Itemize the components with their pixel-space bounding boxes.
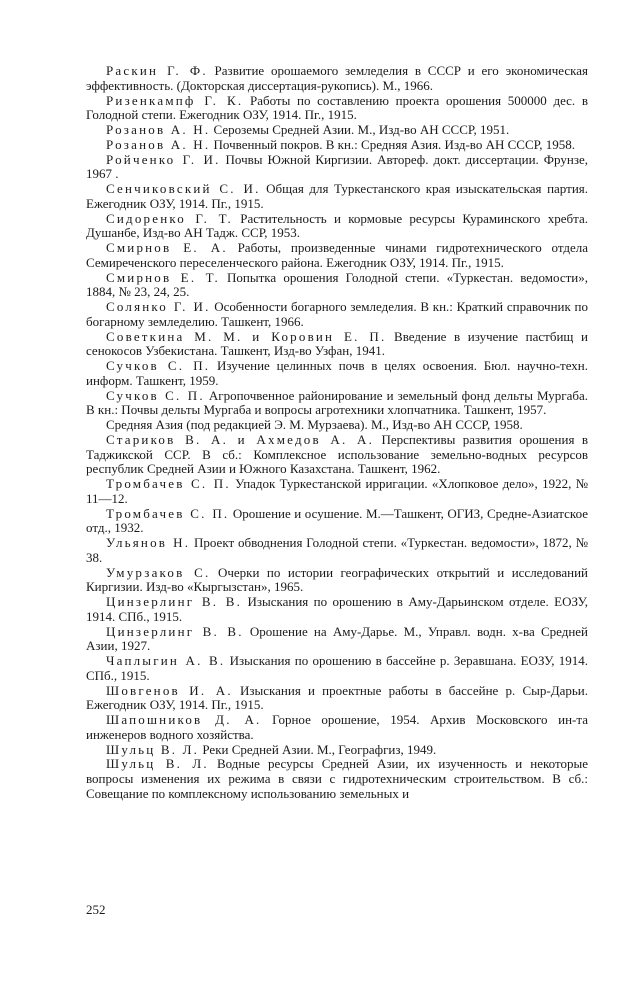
entry-author: Смирнов Е. А.	[106, 240, 228, 255]
bibliography-entry	[86, 241, 588, 271]
page-number: 252	[86, 902, 106, 917]
bibliography-entry	[86, 271, 588, 301]
bibliography-entry	[86, 138, 588, 153]
entry-text: Работы, произведенные чинами гидротехнического отдела Семиреченского переселенческого района. Ежегодник ОЗУ, 1914. Пг., 1915.	[86, 240, 588, 270]
entry-text: Водные ресурсы Средней Азии, их изученность и некоторые вопросы изменения их режима в связи с гидротехническим строительством. В сб.: Совещание по комплексному использованию земельных и	[86, 756, 588, 801]
entry-text: Общая для Туркестанского края изыскательская партия. Ежегодник ОЗУ, 1914. Пг., 1915.	[86, 181, 589, 211]
entry-text: Агропочвенное районирование и земельный фонд дельты Мургаба. В кн.: Почвы дельты Мургаба и вопросы агротехники хлопчатника. Ташкент, 1957.	[86, 387, 588, 418]
bibliography-entry	[86, 654, 588, 684]
entry-text: Упадок Туркестанской ирригации. «Хлопковое дело», 1922, № 11—12.	[86, 476, 589, 506]
bibliography-entry	[86, 418, 588, 433]
entry-text: Изыскания по орошению в Аму-Дарьинском отделе. ЕОЗУ, 1914. СПб., 1915.	[86, 594, 589, 624]
bibliography-entry	[86, 212, 588, 242]
entry-author: Цинзерлинг В. В.	[106, 594, 243, 609]
bibliography-entry	[86, 330, 588, 360]
bibliography-entry	[86, 389, 588, 419]
entry-text: Изыскания и проектные работы в бассейне р. Сыр-Дарьи. Ежегодник ОЗУ, 1914. Пг., 1915.	[86, 682, 588, 713]
bibliography-entry	[86, 433, 588, 477]
entry-author: Розанов А. Н.	[106, 136, 211, 152]
entry-author: Цинзерлинг В. В.	[106, 623, 244, 639]
bibliography-entry	[86, 123, 588, 138]
entry-text: Орошение и осушение. М.—Ташкент, ОГИЗ, Средне-Азиатское отд., 1932.	[86, 505, 589, 536]
entry-text: Введение в изучение пастбищ и сенокосов Узбекистана. Ташкент, Изд-во Узфан, 1941.	[86, 328, 588, 359]
entry-author: Розанов А. Н.	[106, 122, 211, 137]
entry-author: Ризенкампф Г. К.	[106, 92, 244, 108]
entry-author: Солянко Г. И.	[106, 299, 211, 314]
bibliography-entry	[86, 507, 588, 537]
bibliography-entry	[86, 713, 588, 743]
bibliography-entry	[86, 684, 588, 714]
entry-text: Перспективы развития орошения в Таджикской ССР. В сб.: Комплексное использование земельно-водных ресурсов республик Средней Азии и Южного Казахстана. Ташкент, 1962.	[86, 431, 588, 477]
entry-author: Сенчиковский С. И.	[106, 181, 261, 196]
entry-text: Почвенный покров. В кн.: Средняя Азия. Изд-во АН СССР, 1958.	[210, 136, 575, 152]
bibliography-entry	[86, 566, 588, 596]
entry-text: Изыскания по орошению в бассейне р. Зеравшана. ЕОЗУ, 1914. СПб., 1915.	[86, 653, 588, 683]
entry-text: Средняя Азия (под редакцией Э. М. Мурзаева). М., Изд-во АН СССР, 1958.	[106, 417, 523, 432]
entry-text: Горное орошение, 1954. Архив Московского ин-та инженеров водного хозяйства.	[86, 712, 588, 742]
bibliography-entry	[86, 359, 588, 389]
bibliography-entry	[86, 64, 588, 94]
entry-author: Смирнов Е. Т.	[106, 269, 220, 285]
bibliography-entry	[86, 743, 588, 758]
entry-author: Умурзаков С.	[106, 564, 211, 580]
bibliography-entry	[86, 94, 588, 124]
entry-text: Почвы Южной Киргизии. Автореф. докт. диссертации. Фрунзе, 1967 .	[86, 151, 588, 182]
entry-author: Ульянов Н.	[106, 535, 191, 550]
entry-text: Проект обводнения Голодной степи. «Туркестан. ведомости», 1872, № 38.	[86, 535, 588, 565]
entry-text: Реки Средней Азии. М., Географгиз, 1949.	[199, 741, 437, 757]
entry-author: Сидоренко Г. Т.	[106, 210, 233, 226]
entry-author: Шульц В. Л.	[106, 741, 200, 757]
entry-author: Стариков В. А. и Ахмедов А. А.	[106, 431, 375, 447]
bibliography-entry	[86, 477, 588, 507]
entry-author: Раскин Г. Ф.	[106, 63, 208, 78]
bibliography-entry	[86, 300, 588, 330]
entry-author: Шульц В. Л.	[106, 756, 209, 772]
entry-text: Орошение на Аму-Дарье. М., Управл. водн. х-ва Средней Азии, 1927.	[86, 623, 589, 654]
entry-author: Сучков С. П.	[106, 358, 211, 373]
entry-text: Сероземы Средней Азии. М., Изд-во АН СССР, 1951.	[210, 122, 510, 137]
bibliography-entry	[86, 757, 588, 801]
bibliography-list	[86, 64, 588, 802]
entry-text: Очерки по истории географических открытий и исследований Киргизии. Изд-во «Кыргызстан», 1965.	[86, 564, 588, 595]
entry-author: Тромбачев С. П.	[106, 505, 230, 521]
bibliography-entry	[86, 536, 588, 566]
entry-author: Советкина М. М. и Коровин Е. П.	[106, 328, 387, 344]
entry-text: Изучение целинных почв в целях освоения. Бюл. научно-техн. информ. Ташкент, 1959.	[86, 358, 589, 388]
entry-author: Тромбачев С. П.	[106, 476, 231, 491]
bibliography-entry	[86, 153, 588, 183]
entry-text: Работы по составлению проекта орошения 500000 дес. в Голодной степи. Ежегодник ОЗУ, 1914. Пг., 1915.	[86, 92, 588, 123]
entry-author: Шапошников Д. А.	[106, 712, 262, 727]
entry-author: Сучков С. П.	[106, 387, 205, 403]
entry-text: Развитие орошаемого земледелия в СССР и его экономическая эффективность. (Докторская диссертация-рукопись). М., 1966.	[86, 63, 588, 93]
bibliography-entry	[86, 595, 588, 625]
entry-text: Особенности богарного земледелия. В кн.: Краткий справочник по богарному земледелию. Ташкент, 1966.	[86, 299, 588, 329]
bibliography-entry	[86, 625, 588, 655]
entry-author: Чаплыгин А. В.	[106, 653, 226, 668]
entry-text: Растительность и кормовые ресурсы Кураминского хребта. Душанбе, Изд-во АН Тадж. ССР, 1953.	[86, 210, 588, 241]
bibliography-entry	[86, 182, 588, 212]
entry-author: Ройченко Г. И.	[106, 151, 221, 167]
entry-text: Попытка орошения Голодной степи. «Туркестан. ведомости», 1884, № 23, 24, 25.	[86, 269, 588, 300]
entry-author: Шовгенов И. А.	[106, 682, 233, 698]
